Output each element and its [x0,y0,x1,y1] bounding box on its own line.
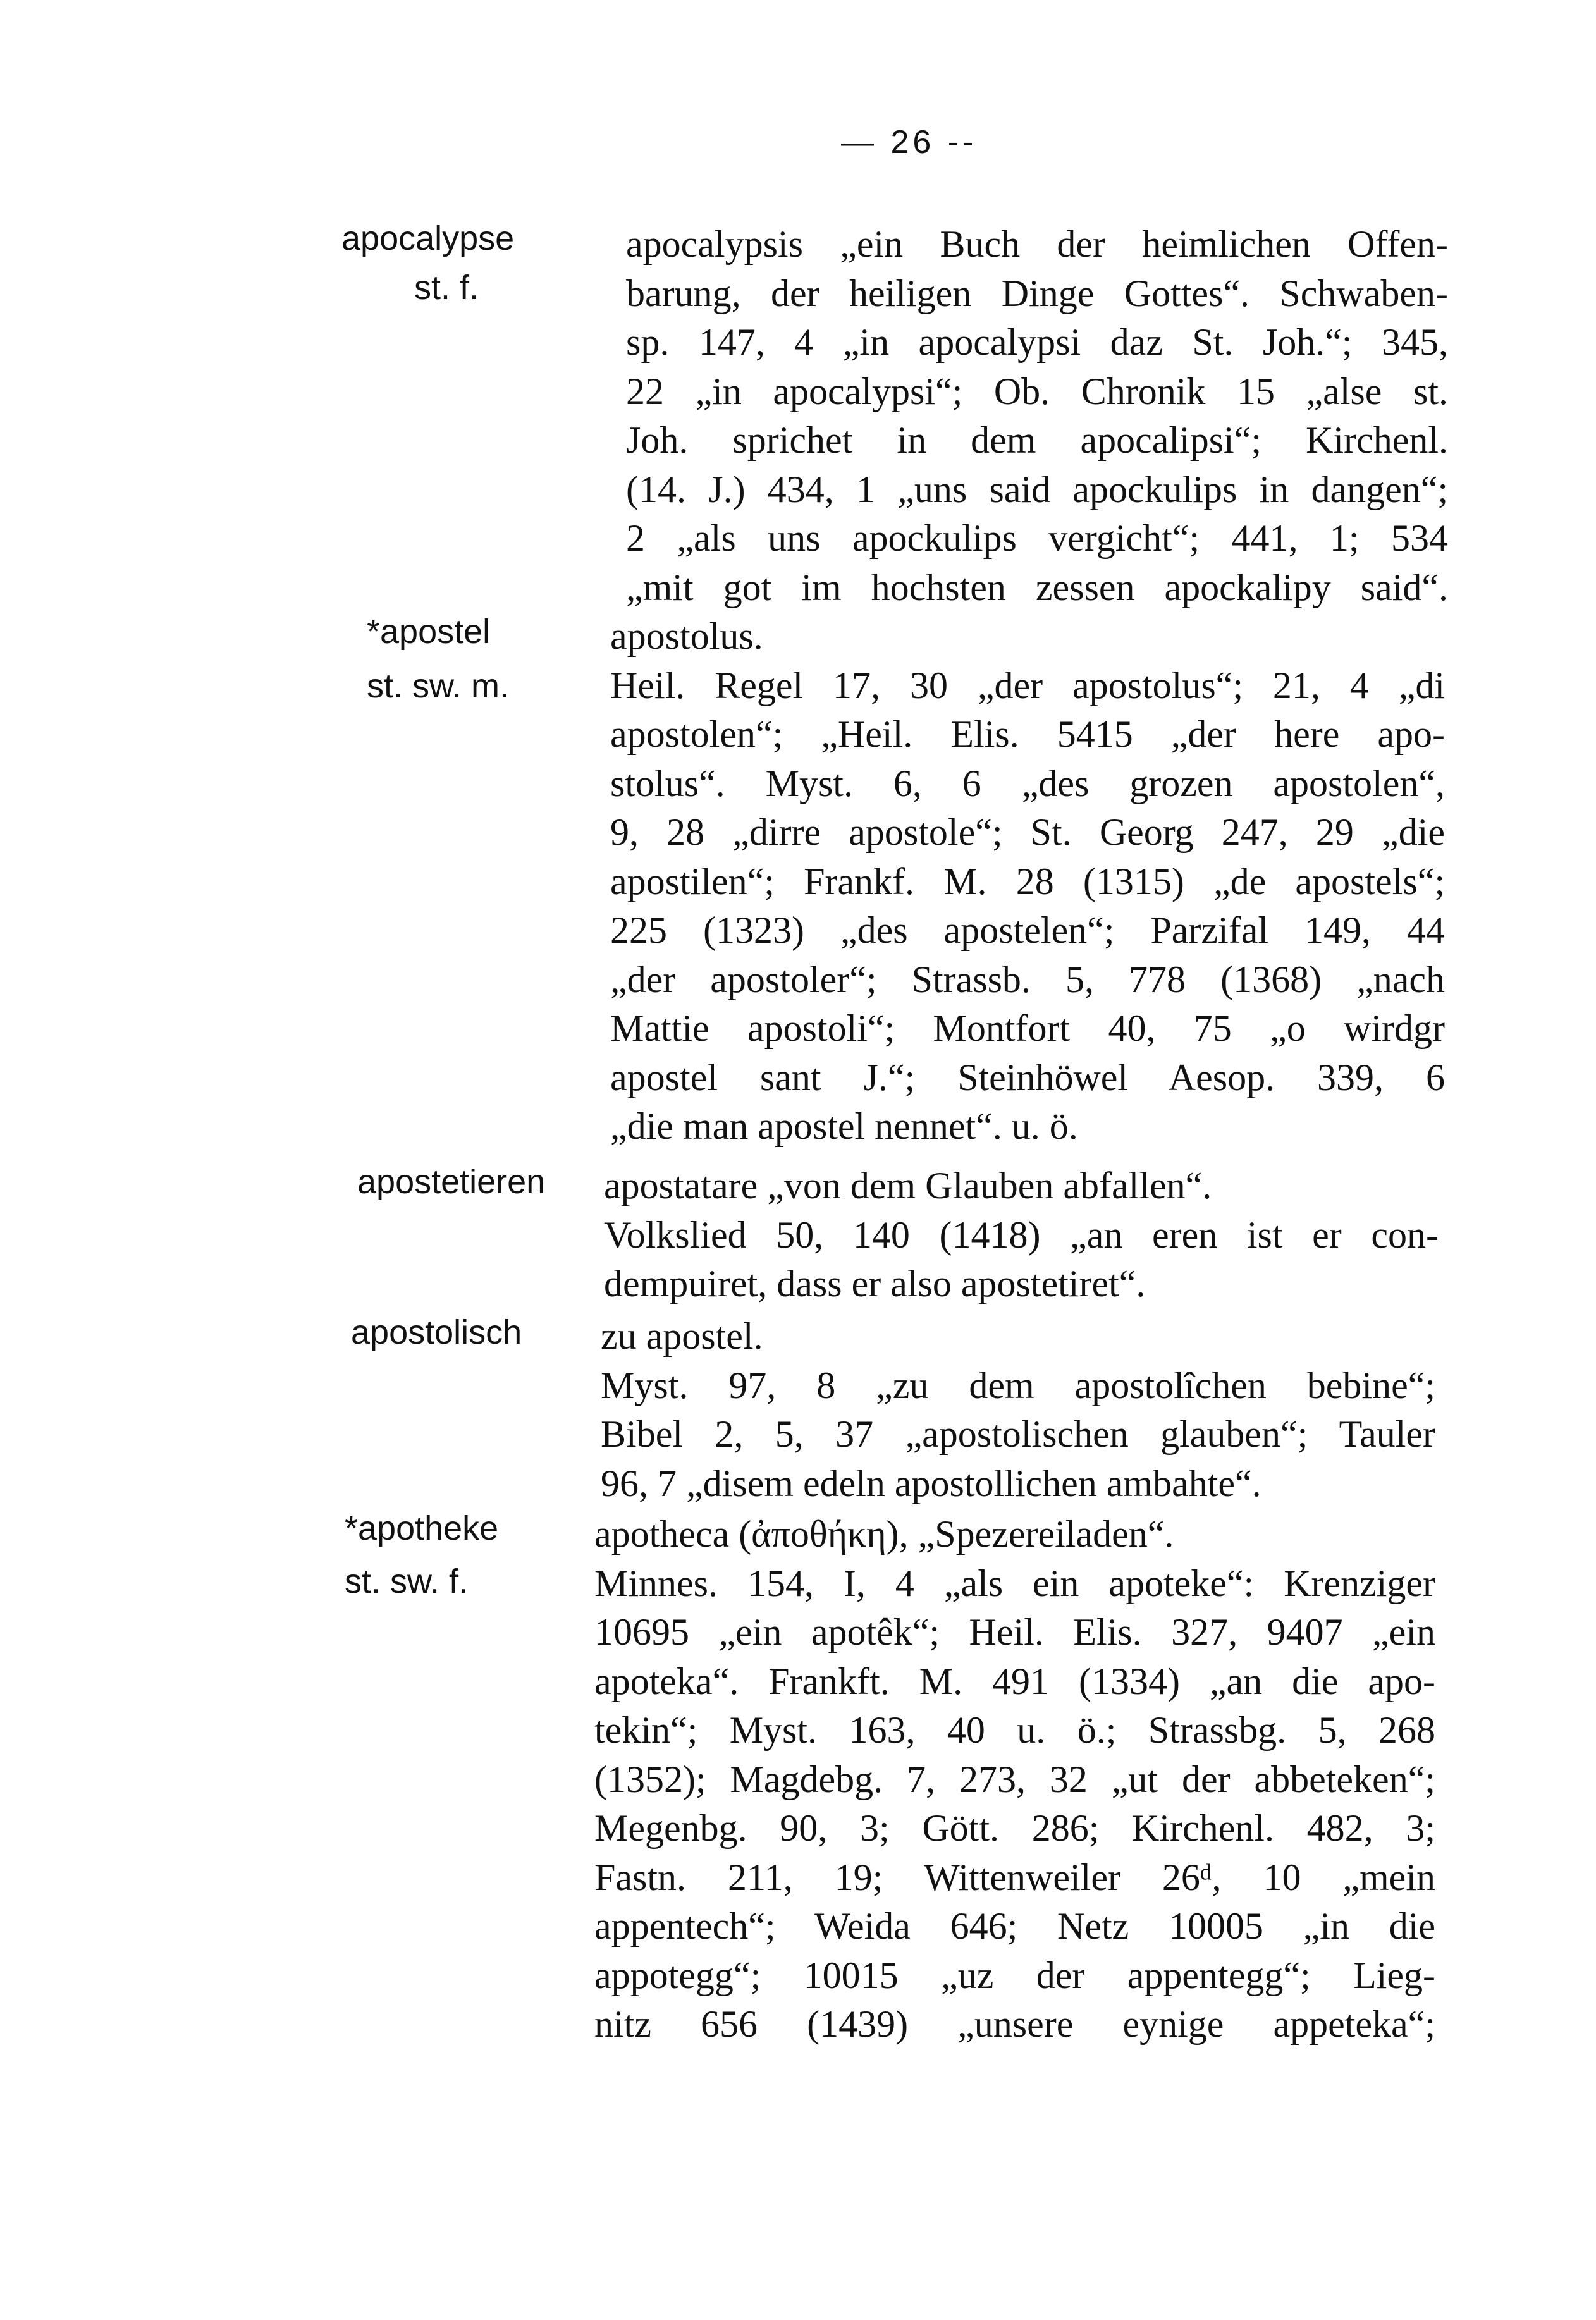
body-line: Minnes. 154, I, 4 „als ein apoteke“: Krenziger [594,1562,1435,1604]
body-line: Volkslied 50, 140 (1418) „an eren ist er con- [604,1213,1439,1256]
body-line: apocalypsis „ein Buch der heimlichen Offen- [626,223,1448,265]
entry-body [604,1162,1439,1309]
body-line: apostilen“; Frankf. M. 28 (1315) „de apostels“; [610,860,1445,902]
body-line: Myst. 97, 8 „zu dem apostolîchen bebine“; [601,1364,1435,1406]
body-line: dempuiret, dass er also apostetiret“. [604,1263,1146,1304]
body-line: apostolus. [610,615,763,657]
body-line: 225 (1323) „des apostelen“; Parzifal 149, 44 [610,909,1445,951]
body-line: sp. 147, 4 „in apocalypsi daz St. Joh.“; 345, [626,321,1448,363]
entry-lemma [345,1504,598,1606]
body-line: apostolen“; „Heil. Elis. 5415 „der here apo- [610,713,1445,755]
body-line: barung, der heiligen Dinge Gottes“. Schwaben- [626,272,1448,314]
body-line: Bibel 2, 5, 37 „apostolischen glauben“; Tauler [601,1413,1435,1455]
lemma-word: *apotheke [345,1509,499,1547]
body-line: (14. J.) 434, 1 „uns said apockulips in dangen“; [626,468,1448,510]
entry-body [610,612,1445,1151]
lemma-word: *apostel [367,613,491,651]
body-line: Mattie apostoli“; Montfort 40, 75 „o wirdgr [610,1007,1445,1049]
body-line: (1352); Magdebg. 7, 273, 32 „ut der abbeteken“; [594,1758,1435,1800]
body-line: apostel sant J.“; Steinhöwel Aesop. 339, 6 [610,1056,1445,1098]
entry-body [601,1312,1435,1508]
body-line: 2 „als uns apockulips vergicht“; 441, 1; 534 [626,517,1448,559]
entry-lemma [351,1308,604,1357]
page-number: — 26 -- [841,124,978,161]
body-line: stolus“. Myst. 6, 6 „des grozen apostolen“, [610,762,1445,804]
entry-lemma [367,607,620,711]
entry-lemma [357,1157,610,1206]
lemma-word: apocalypse [341,219,515,257]
body-line: 10695 „ein apotêk“; Heil. Elis. 327, 9407 „ein [594,1611,1435,1653]
body-line: appotegg“; 10015 „uz der appentegg“; Lieg- [594,1954,1435,1996]
body-line: „der apostoler“; Strassb. 5, 778 (1368) „nach [610,958,1445,1000]
body-line: tekin“; Myst. 163, 40 u. ö.; Strassbg. 5, 268 [594,1709,1435,1751]
body-line: „mit got im hochsten zessen apockalipy said“. [626,566,1448,608]
body-line: nitz 656 (1439) „unsere eynige appeteka“; [594,2003,1435,2045]
body-line: Fastn. 211, 19; Wittenweiler 26ᵈ, 10 „mein [594,1856,1435,1898]
lemma-grammar: st. sw. m. [367,667,510,705]
lemma-grammar: st. sw. f. [345,1562,469,1600]
body-line: Megenbg. 90, 3; Gött. 286; Kirchenl. 482, 3; [594,1807,1435,1849]
body-line: zu apostel. [601,1315,763,1357]
body-line: Joh. sprichet in dem apocalipsi“; Kirchenl. [626,419,1448,461]
body-line: apoteka“. Frankft. M. 491 (1334) „an die apo- [594,1660,1435,1702]
lemma-word: apostolisch [351,1313,522,1351]
lemma-grammar: st. f. [414,269,479,307]
entry-body [594,1510,1435,2049]
lemma-word: apostetieren [357,1163,546,1201]
body-line: 96, 7 „disem edeln apostollichen ambahte“. [601,1462,1261,1504]
entry-body [626,220,1448,612]
body-line: 22 „in apocalypsi“; Ob. Chronik 15 „alse st. [626,370,1448,412]
body-line: apostatare „von dem Glauben abfallen“. [604,1165,1212,1206]
entry-lemma [341,214,594,312]
body-line: 9, 28 „dirre apostole“; St. Georg 247, 29 „die [610,811,1445,853]
body-line: „die man apostel nennet“. u. ö. [610,1105,1078,1147]
body-line: apotheca (ἀποθήκη), „Spezereiladen“. [594,1513,1174,1555]
body-line: appentech“; Weida 646; Netz 10005 „in die [594,1905,1435,1947]
body-line: Heil. Regel 17, 30 „der apostolus“; 21, 4 „di [610,664,1445,706]
